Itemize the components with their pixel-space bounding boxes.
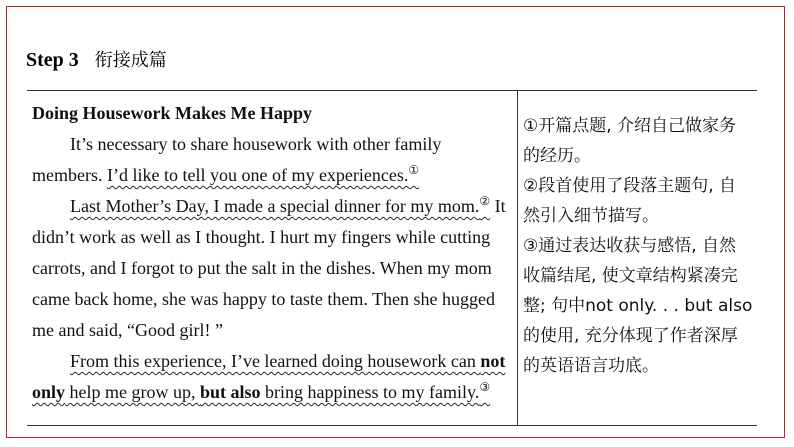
essay-paragraph-1 [32, 129, 510, 191]
p1-text: It’s necessary to share housework with other family members. [32, 134, 442, 185]
note-1: ①开篇点题, 介绍自己做家务的经历。 [523, 116, 737, 166]
p3-text-d: bring happiness to my family. [260, 382, 480, 402]
p2-text: It didn’t work as well as I thought. I hurt my fingers while cutting carrots, and I forgot to put the salt in the dishes. When my mom came back home, she was happy to taste them. Then she hugged me and said, “Good girl! ” [32, 196, 506, 340]
p1-underlined-sentence [107, 165, 419, 185]
p3-bold-but-also: but also [200, 382, 261, 402]
essay-title: Doing Housework Makes Me Happy [32, 103, 313, 123]
annotation-mark-1: ① [408, 163, 420, 177]
note-2: ②段首使用了段落主题句, 自然引入细节描写。 [523, 176, 737, 226]
annotation-mark-3: ③ [479, 380, 491, 394]
column-divider [517, 91, 518, 425]
step-title: 衔接成篇 [94, 50, 167, 71]
step-label: Step 3 [26, 49, 79, 71]
p3-underlined-sentence [32, 351, 505, 402]
essay-table [27, 90, 757, 426]
essay-paragraph-3 [32, 346, 510, 408]
essay-paragraph-2 [32, 191, 510, 346]
p3-text-c: help me grow up, [65, 382, 200, 402]
p2-underlined-sentence [70, 196, 490, 216]
p3-text-a: From this experience, I’ve learned doing housework can [70, 351, 481, 371]
step-heading [26, 46, 167, 72]
notes-column [523, 111, 753, 381]
annotation-mark-2: ② [479, 194, 491, 208]
p3-bold-not-only: not only [32, 351, 506, 402]
p2-underlined-text: Last Mother’s Day, I made a special dinner for my mom. [70, 196, 480, 216]
p1-underlined-text: I’d like to tell you one of my experiences. [106, 165, 409, 185]
note-3: ③通过表达收获与感悟, 自然收篇结尾, 使文章结构紧凑完整; 句中not only. . . but also的使用, 充分体现了作者深厚的英语语言功底。 [523, 236, 753, 376]
essay-column [32, 98, 510, 408]
